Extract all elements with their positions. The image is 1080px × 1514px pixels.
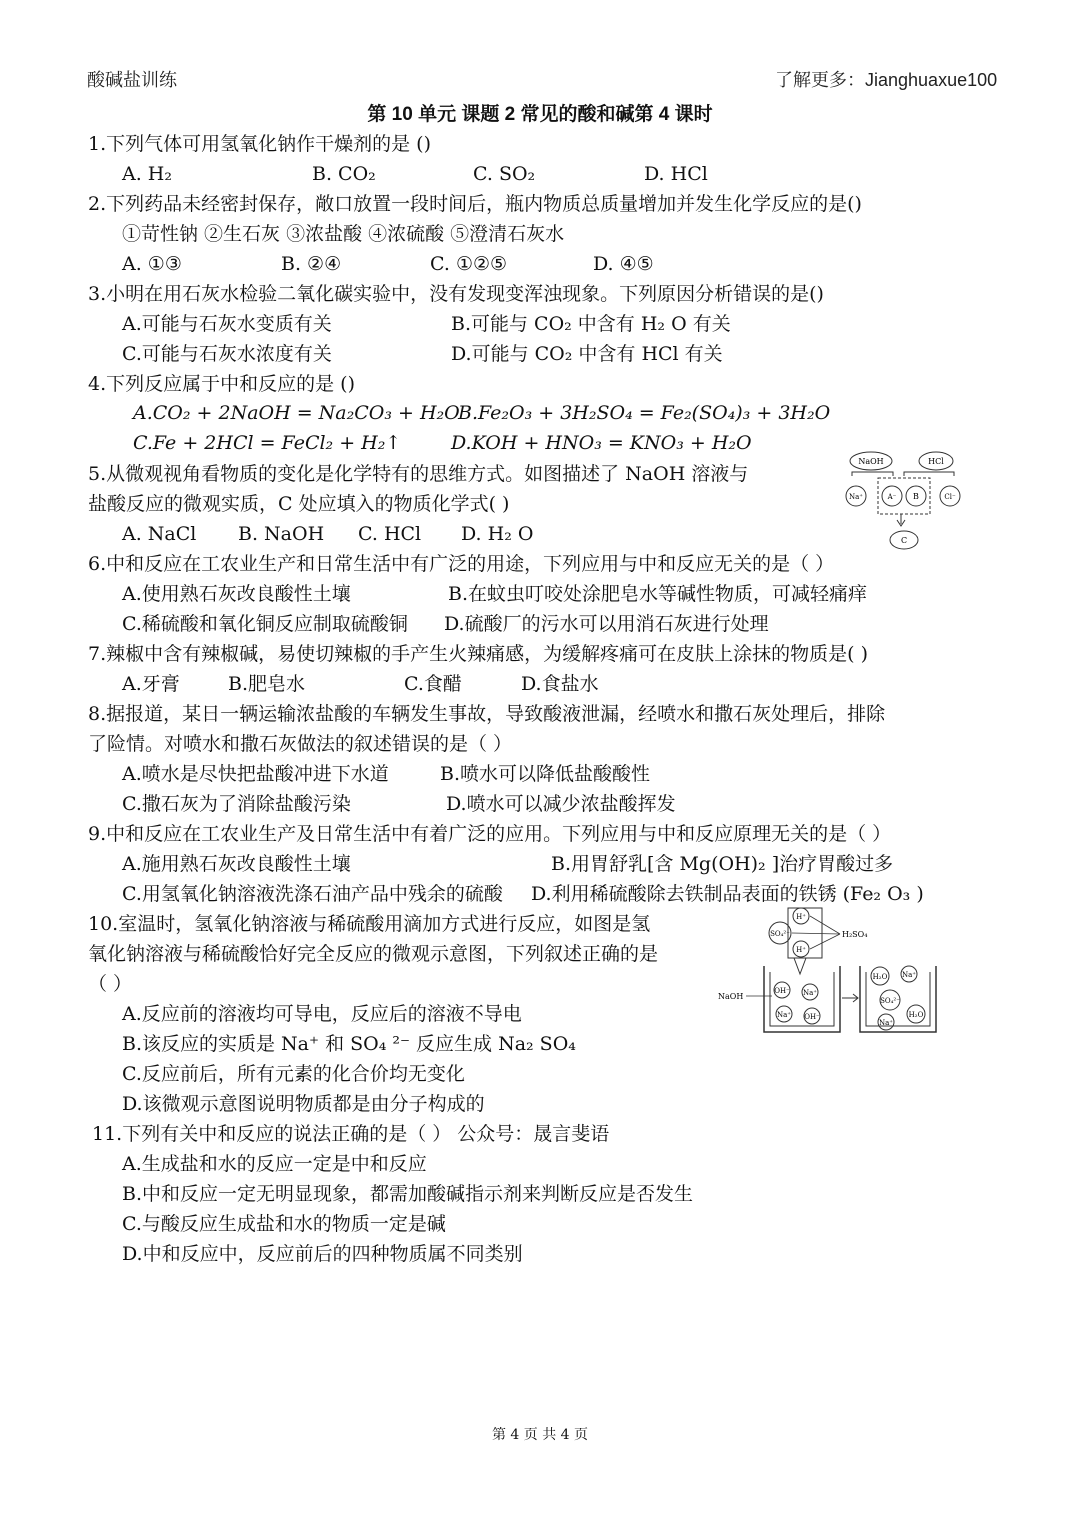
- q5-fig-dashed-box: [878, 478, 930, 514]
- q5-fig-hcl-bracket: [904, 472, 954, 476]
- q4-option-b: B.Fe₂O₃ + 3H₂SO₄ = Fe₂(SO₄)₃ + 3H₂O: [458, 402, 831, 424]
- q6-stem: 6.中和反应在工农业生产和日常生活中有广泛的用途，下列应用与中和反应无关的是（ ）: [88, 553, 835, 575]
- q3-option-c: C.可能与石灰水浓度有关: [122, 343, 332, 365]
- q10-fig-h2o-label-2: H₂O: [908, 1011, 924, 1019]
- q10-fig-na-label-4: Na⁺: [879, 1019, 893, 1027]
- q5-fig-hcl-label: HCl: [928, 457, 944, 466]
- q11-option-b: B.中和反应一定无明显现象，都需加酸碱指示剂来判断反应是否发生: [122, 1183, 694, 1205]
- q9-option-c: C.用氢氧化钠溶液洗涤石油产品中残余的硫酸: [122, 883, 503, 905]
- q3-stem: 3.小明在用石灰水检验二氧化碳实验中，没有发现变浑浊现象。下列原因分析错误的是(): [88, 283, 824, 305]
- q7-option-c: C.食醋: [404, 673, 462, 695]
- q8-option-a: A.喷水是尽快把盐酸冲进下水道: [122, 763, 389, 785]
- q1-option-c: C. SO₂: [473, 163, 536, 185]
- q10-option-c: C.反应前后，所有元素的化合价均无变化: [122, 1063, 465, 1085]
- q7-option-d: D.食盐水: [521, 673, 599, 695]
- q10-fig-so4-label-2: SO₄²⁻: [880, 997, 900, 1005]
- q7-option-b: B.肥皂水: [228, 673, 306, 695]
- q4-stem: 4.下列反应属于中和反应的是 (): [88, 373, 355, 395]
- q5-option-d: D. H₂ O: [461, 523, 534, 545]
- q5-fig-cl-label: Cl⁻: [944, 493, 956, 501]
- q10-stem-line2: 氧化钠溶液与稀硫酸恰好完全反应的微观示意图，下列叙述正确的是: [88, 943, 659, 965]
- q7-stem: 7.辣椒中含有辣椒碱，易使切辣椒的手产生火辣痛感，为缓解疼痛可在皮肤上涂抹的物质是( ): [88, 643, 868, 665]
- q10-option-a: A.反应前的溶液均可导电，反应后的溶液不导电: [122, 1003, 522, 1025]
- q5-fig-na-label: Na⁺: [849, 493, 863, 501]
- q4-option-a: A.CO₂ + 2NaOH = Na₂CO₃ + H₂O: [133, 402, 460, 424]
- q5-fig-b-label: B: [913, 492, 919, 501]
- q10-fig-oh-label-2: OH⁻: [804, 1013, 820, 1021]
- q10-fig-na-label-3: Na⁺: [902, 971, 916, 979]
- q10-fig-h2so4-label: H₂SO₄: [842, 930, 868, 939]
- q10-stem-line3: （ ）: [88, 973, 133, 995]
- q4-option-c: C.Fe + 2HCl = FeCl₂ + H₂↑: [133, 432, 402, 454]
- q8-option-c: C.撒石灰为了消除盐酸污染: [122, 793, 351, 815]
- page-footer: 第 4 页 共 4 页: [491, 1427, 589, 1443]
- q10-fig-na-label-1: Na⁺: [803, 989, 817, 997]
- q9-option-b: B.用胃舒乳[含 Mg(OH)₂ ]治疗胃酸过多: [551, 853, 894, 875]
- q5-figure: [838, 448, 970, 552]
- q5-fig-a-label: A⁻: [887, 493, 897, 501]
- q1-option-a: A. H₂: [122, 163, 172, 185]
- q2-option-c: C. ①②⑤: [430, 253, 508, 275]
- q3-option-d: D.可能与 CO₂ 中含有 HCl 有关: [451, 343, 723, 365]
- q9-option-a: A.施用熟石灰改良酸性土壤: [122, 853, 351, 875]
- q11-option-d: D.中和反应中，反应前后的四种物质属不同类别: [122, 1243, 523, 1265]
- q2-stem: 2.下列药品未经密封保存，敞口放置一段时间后，瓶内物质总质量增加并发生化学反应的是(): [88, 193, 862, 215]
- q3-option-a: A.可能与石灰水变质有关: [122, 313, 332, 335]
- q4-option-d: D.KOH + HNO₃ = KNO₃ + H₂O: [451, 432, 752, 454]
- q5-option-b: B. NaOH: [238, 523, 325, 545]
- q7-option-a: A.牙膏: [122, 673, 180, 695]
- q8-option-d: D.喷水可以减少浓盐酸挥发: [446, 793, 676, 815]
- q11-option-a: A.生成盐和水的反应一定是中和反应: [122, 1153, 427, 1175]
- q11-stem: 11.下列有关中和反应的说法正确的是（ ） 公众号：晟言斐语: [92, 1123, 610, 1145]
- q10-option-d: D.该微观示意图说明物质都是由分子构成的: [122, 1093, 485, 1115]
- q8-stem-line2: 了险情。对喷水和撒石灰做法的叙述错误的是（ ）: [88, 733, 513, 755]
- q10-fig-h-label-top: H⁺: [796, 913, 806, 921]
- q2-items: ①苛性钠 ②生石灰 ③浓盐酸 ④浓硫酸 ⑤澄清石灰水: [122, 223, 565, 245]
- q10-option-b: B.该反应的实质是 Na⁺ 和 SO₄ ²⁻ 反应生成 Na₂ SO₄: [122, 1033, 576, 1055]
- q6-option-c: C.稀硫酸和氧化铜反应制取硫酸铜: [122, 613, 408, 635]
- q10-stem-line1: 10.室温时，氢氧化钠溶液与稀硫酸用滴加方式进行反应，如图是氢: [88, 913, 651, 935]
- q1-option-b: B. CO₂: [312, 163, 376, 185]
- q2-option-b: B. ②④: [281, 253, 342, 275]
- q3-option-b: B.可能与 CO₂ 中含有 H₂ O 有关: [451, 313, 731, 335]
- q8-stem-line1: 8.据报道，某日一辆运输浓盐酸的车辆发生事故，导致酸液泄漏，经喷水和撒石灰处理后，排除: [88, 703, 886, 725]
- q6-option-d: D.硫酸厂的污水可以用消石灰进行处理: [444, 613, 769, 635]
- q5-fig-c-label: C: [900, 536, 908, 545]
- q2-option-a: A. ①③: [122, 253, 182, 275]
- q10-fig-left-beaker: [764, 966, 840, 1032]
- q8-option-b: B.喷水可以降低盐酸酸性: [440, 763, 651, 785]
- q6-option-b: B.在蚊虫叮咬处涂肥皂水等碱性物质，可减轻痛痒: [448, 583, 868, 605]
- q10-fig-naoh-label: NaOH: [718, 992, 744, 1001]
- q9-option-d: D.利用稀硫酸除去铁制品表面的铁锈 (Fe₂ O₃ ): [531, 883, 924, 905]
- q11-option-c: C.与酸反应生成盐和水的物质一定是碱: [122, 1213, 446, 1235]
- q5-option-a: A. NaCl: [122, 523, 197, 545]
- q5-fig-naoh-label: NaOH: [858, 457, 884, 466]
- q5-fig-arrow: [897, 514, 905, 526]
- q1-stem: 1.下列气体可用氢氧化钠作干燥剂的是 (): [88, 133, 431, 155]
- q10-figure: [710, 904, 946, 1044]
- q5-stem-line2: 盐酸反应的微观实质，C 处应填入的物质化学式( ): [88, 493, 510, 515]
- q1-option-d: D. HCl: [644, 163, 708, 185]
- q5-stem-line1: 5.从微观视角看物质的变化是化学特有的思维方式。如图描述了 NaOH 溶液与: [88, 463, 749, 485]
- header-left: 酸碱盐训练: [87, 70, 177, 90]
- q10-fig-dropper-tip: [794, 958, 806, 974]
- page-title: 第 10 单元 课题 2 常见的酸和碱第 4 课时: [367, 104, 713, 125]
- q9-stem: 9.中和反应在工农业生产及日常生活中有着广泛的应用。下列应用与中和反应原理无关的是（ ）: [88, 823, 892, 845]
- q5-option-c: C. HCl: [358, 523, 422, 545]
- q10-fig-h2o-label-1: H₂O: [872, 973, 888, 981]
- header-right: 了解更多：Jianghuaxue100: [775, 70, 998, 90]
- q10-fig-reaction-arrow: [842, 994, 858, 1002]
- q10-fig-h-label-bottom: H⁺: [796, 946, 806, 954]
- q2-option-d: D. ④⑤: [593, 253, 654, 275]
- q10-fig-oh-label-1: OH⁻: [774, 987, 790, 995]
- q10-fig-na-label-2: Na⁺: [777, 1011, 791, 1019]
- q10-fig-so4-label: SO₄²⁻: [770, 930, 790, 938]
- q6-option-a: A.使用熟石灰改良酸性土壤: [122, 583, 351, 605]
- q5-fig-naoh-bracket: [852, 472, 893, 476]
